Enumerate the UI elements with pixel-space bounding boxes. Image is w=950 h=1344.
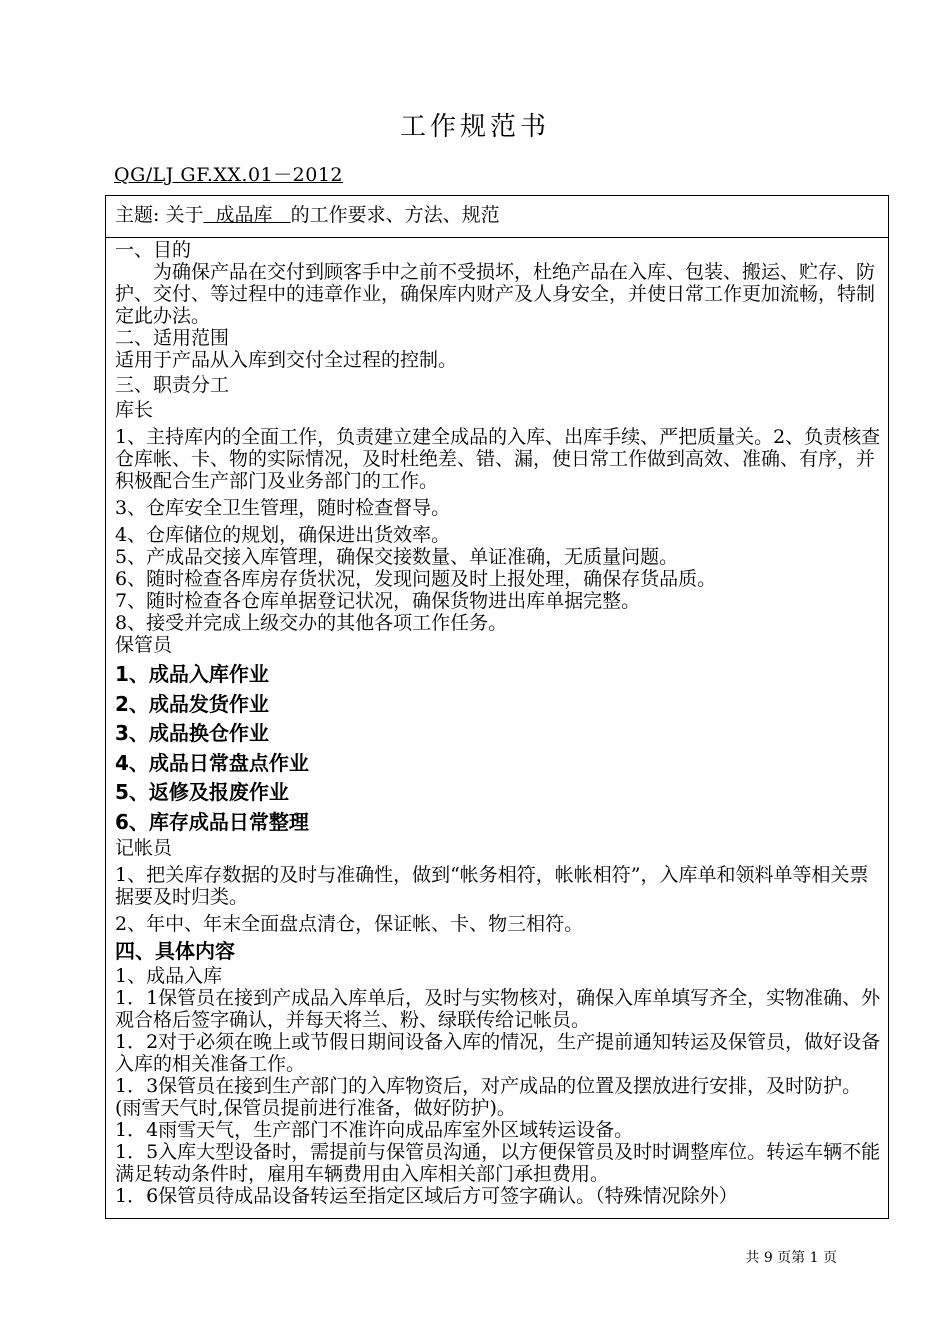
purpose-heading: 一、目的 [115, 239, 192, 261]
inbound-item: 1．5入库大型设备时，需提前与保管员沟通，以方便保管员及时时调整库位。转运车辆不能满足转动条件时，雇用车辆费用由入库相关部门承担费用。 [115, 1141, 881, 1185]
manager-item: 6、随时检查各库房存货状况，发现问题及时上报处理，确保存货品质。 [115, 568, 717, 590]
keeper-item: 5、返修及报废作业 [115, 780, 289, 804]
manager-item: 5、产成品交接入库管理，确保交接数量、单证准确，无质量问题。 [115, 546, 679, 568]
inbound-item: 1．3保管员在接到生产部门的入库物资后，对产成品的位置及摆放进行安排，及时防护。(雨雪天气时,保管员提前进行准备，做好防护)。 [115, 1075, 862, 1119]
inbound-item: 1．4雨雪天气，生产部门不准许向成品库室外区域转运设备。 [115, 1119, 634, 1141]
keeper-item: 1、成品入库作业 [115, 662, 269, 686]
inbound-item: 1．1保管员在接到产成品入库单后，及时与实物核对，确保入库单填写齐全，实物准确、外观合格后签字确认，并每天将兰、粉、绿联传给记帐员。 [115, 987, 881, 1031]
document-body [115, 239, 882, 1207]
content-heading: 四、具体内容 [115, 939, 235, 963]
scope-heading: 二、适用范围 [115, 327, 230, 349]
keeper-label: 保管员 [115, 634, 173, 656]
manager-item: 1、主持库内的全面工作，负责建立建全成品的入库、出库手续、严把质量关。2、负责核查仓库帐、卡、物的实际情况，及时杜绝差、错、漏，使日常工作做到高效、准确、有序，并积极配合生产部门及业务部门的工作。 [115, 426, 881, 492]
document-number: QG/LJ GF.XX.01－2012 [114, 164, 343, 186]
purpose-text: 为确保产品在交付到顾客手中之前不受损坏，杜绝产品在入库、包装、搬运、贮存、防护、交付、等过程中的违章作业，确保库内财产及人身安全，并使日常工作更加流畅，特制定此办法。 [115, 261, 876, 327]
manager-item: 7、随时检查各仓库单据登记状况，确保货物进出库单据完整。 [115, 590, 641, 612]
duties-heading: 三、职责分工 [115, 374, 230, 396]
keeper-item: 6、库存成品日常整理 [115, 809, 309, 834]
subject-row [106, 196, 888, 238]
clerk-item: 1、把关库存数据的及时与准确性，做到“帐务相符，帐帐相符”，入库单和领料单等相关票据要及时归类。 [115, 864, 869, 908]
keeper-item: 2、成品发货作业 [115, 691, 269, 716]
clerk-item: 2、年中、年末全面盘点清仓，保证帐、卡、物三相符。 [115, 913, 584, 935]
subject-prefix: 主题: 关于 [115, 204, 204, 226]
subject-suffix: 的工作要求、方法、规范 [290, 204, 500, 226]
scope-text: 适用于产品从入库到交付全过程的控制。 [115, 349, 458, 371]
inbound-item: 1．2对于必须在晚上或节假日期间设备入库的情况，生产提前通知转运及保管员，做好设备入库的相关准备工作。 [115, 1031, 881, 1075]
subject-topic: 成品库 [203, 204, 291, 226]
document-title: 工作规范书 [399, 112, 550, 142]
keeper-item: 4、成品日常盘点作业 [115, 750, 309, 775]
manager-item: 4、仓库储位的规划，确保进出货效率。 [115, 524, 451, 546]
document-frame [105, 195, 889, 1219]
clerk-label: 记帐员 [115, 837, 173, 859]
keeper-item: 3、成品换仓作业 [115, 721, 269, 745]
inbound-item: 1．6保管员待成品设备转运至指定区域后方可签字确认。（特殊情况除外） [115, 1185, 738, 1207]
manager-label: 库长 [115, 399, 154, 421]
manager-item: 3、仓库安全卫生管理，随时检查督导。 [115, 497, 451, 519]
page-footer: 共 9 页第 1 页 [745, 1250, 837, 1266]
inbound-heading: 1、成品入库 [115, 965, 223, 987]
manager-item: 8、接受并完成上级交办的其他各项工作任务。 [115, 612, 508, 634]
